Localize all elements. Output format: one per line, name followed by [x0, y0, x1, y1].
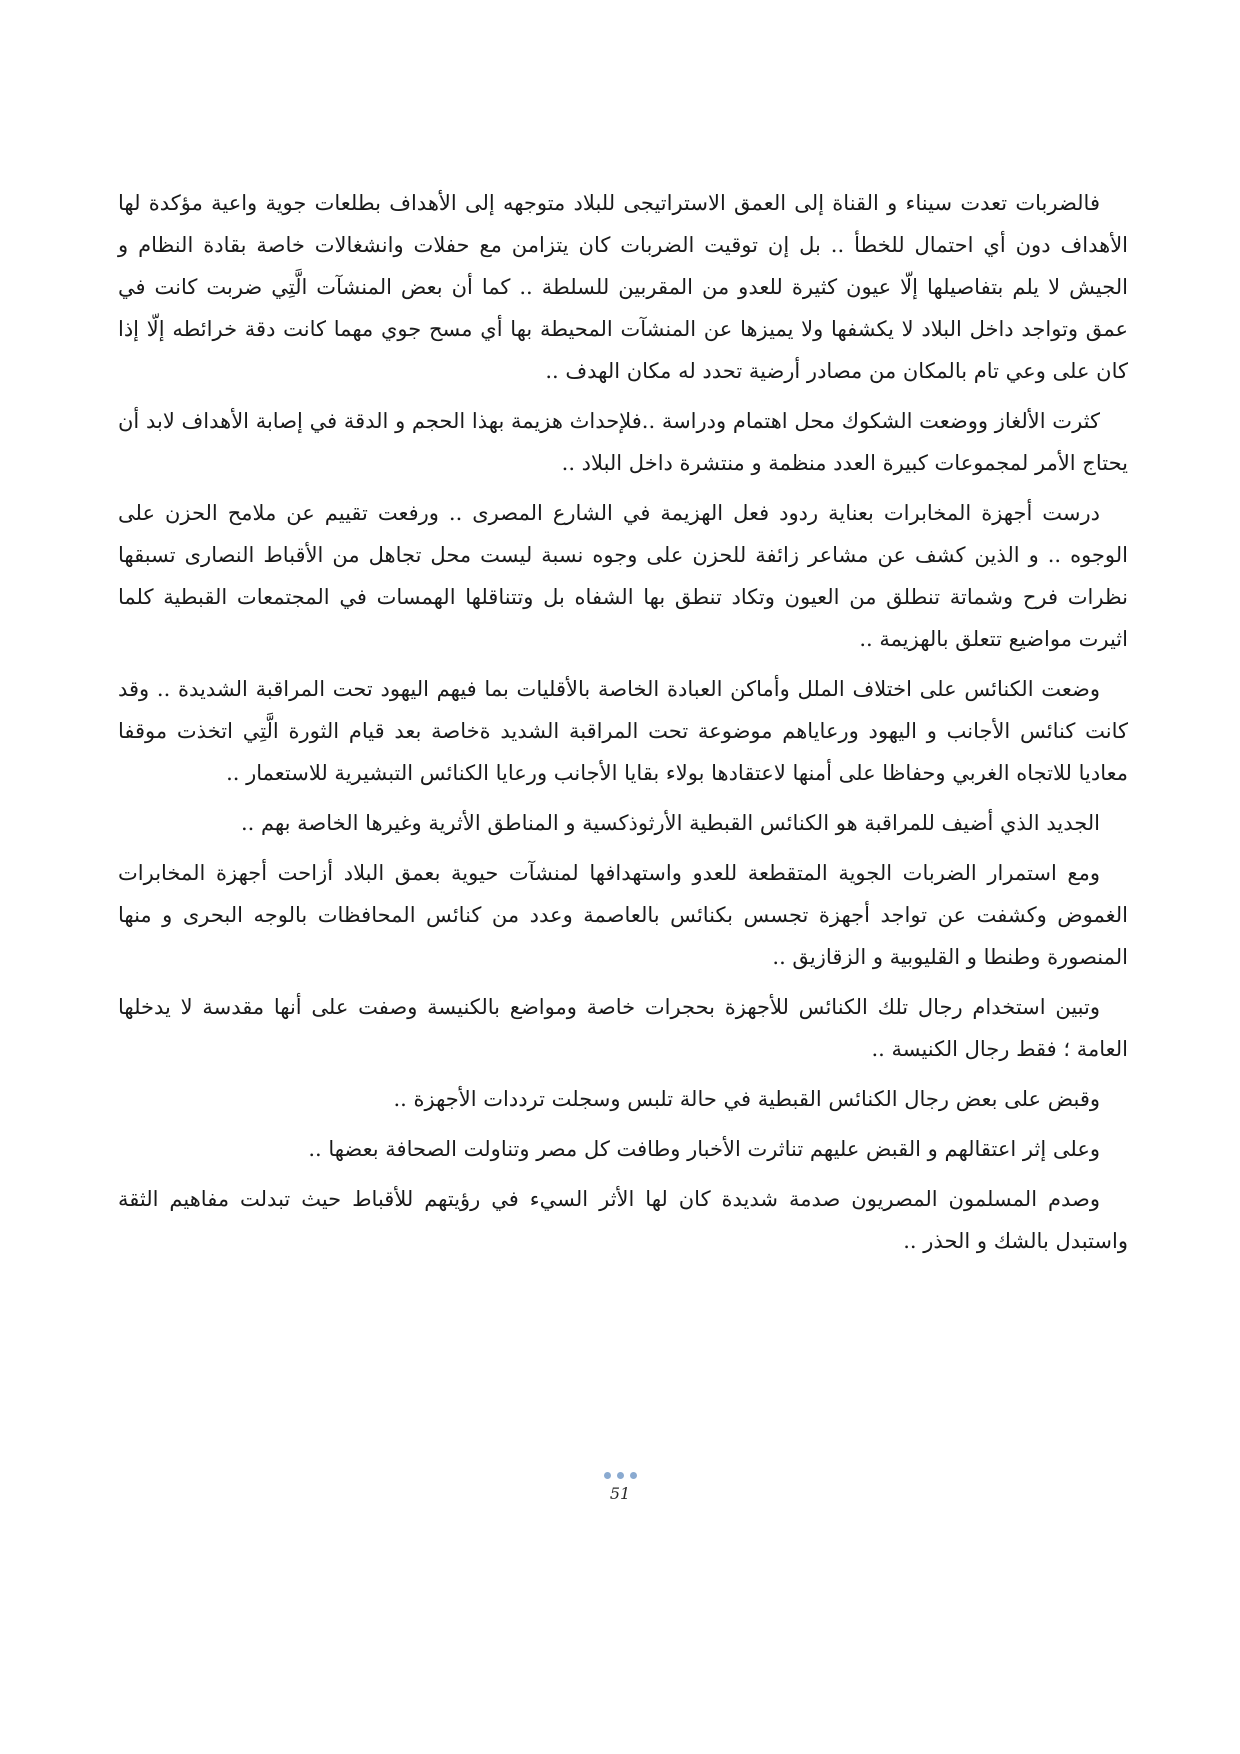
paragraph-5: الجديد الذي أضيف للمراقبة هو الكنائس القبطية الأرثوذكسية و المناطق الأثرية وغيرها الخاصة بهم .. — [240, 811, 1100, 835]
page-footer — [0, 1472, 1240, 1503]
paragraph-10: وصدم المسلمون المصريون صدمة شديدة كان لها الأثر السيء في رؤيتهم للأقباط حيث تبدلت مفاهيم الثقة واستبدل بالشك و الحذر .. — [118, 1187, 1128, 1253]
paragraph-9: وعلى إثر اعتقالهم و القبض عليهم تناثرت الأخبار وطافت كل مصر وتناولت الصحافة بعضها .. — [308, 1137, 1100, 1161]
paragraph-6: ومع استمرار الضربات الجوية المتقطعة للعدو واستهدافها لمنشآت حيوية بعمق البلاد أزاحت أجهزة المخابرات الغموض وكشفت عن تواجد أجهزة تجسس بكنائس بالعاصمة وعدد من كنائس المحافظات بالوجه البحرى و منها المنصورة وطنطا و القليوبية و الزقازيق .. — [118, 861, 1128, 969]
paragraph-4: وضعت الكنائس على اختلاف الملل وأماكن العبادة الخاصة بالأقليات بما فيهم اليهود تحت المراقبة الشديدة .. وقد كانت كنائس الأجانب و اليهود ورعاياهم موضوعة تحت المراقبة الشديد ةخاصة بعد قيام الثورة الَّتِي اتخذت موقفا معاديا للاتجاه الغربي وحفاظا على أمنها لاعتقادها بولاء بقايا الأجانب ورعايا الكنائس التبشيرية للاستعمار .. — [118, 677, 1128, 785]
dot-icon — [630, 1472, 637, 1479]
dot-icon — [617, 1472, 624, 1479]
paragraph-8: وقبض على بعض رجال الكنائس القبطية في حالة تلبس وسجلت ترددات الأجهزة .. — [393, 1087, 1100, 1111]
paragraph-1: فالضربات تعدت سيناء و القناة إلى العمق الاستراتيجى للبلاد متوجهه إلى الأهداف بطلعات جوية واعية مؤكدة لها الأهداف دون أي احتمال للخطأ .. بل إن توقيت الضربات كان يتزامن مع حفلات وانشغالات خاصة بقادة النظام و الجيش لا يلم بتفاصيلها إلّا عيون كثيرة للعدو من المقربين للسلطة .. كما أن بعض المنشآت الَّتِي ضربت كانت في عمق وتواجد داخل البلاد لا يكشفها ولا يميزها عن المنشآت المحيطة بها أي مسح جوي مهما كانت دقة خرائطه إلّا إذا كان على وعي تام بالمكان من مصادر أرضية تحدد له مكان الهدف .. — [118, 191, 1128, 383]
document-body — [118, 182, 1128, 1270]
paragraph-7: وتبين استخدام رجال تلك الكنائس للأجهزة بحجرات خاصة ومواضع بالكنيسة وصفت على أنها مقدسة لا يدخلها العامة ؛ فقط رجال الكنيسة .. — [118, 995, 1128, 1061]
page-number: 51 — [609, 1484, 631, 1503]
page-dots-ornament — [0, 1472, 1240, 1482]
paragraph-3: درست أجهزة المخابرات بعناية ردود فعل الهزيمة في الشارع المصرى .. ورفعت تقييم عن ملامح الحزن على الوجوه .. و الذين كشف عن مشاعر زائفة للحزن على وجوه نسبة ليست محل تجاهل من الأقباط النصارى تسبقها نظرات فرح وشماتة تنطلق من العيون وتكاد تنطق بها الشفاه بل وتتناقلها الهمسات في المجتمعات القبطية كلما اثيرت مواضيع تتعلق بالهزيمة .. — [118, 501, 1128, 651]
dot-icon — [604, 1472, 611, 1479]
paragraph-2: كثرت الألغاز ووضعت الشكوك محل اهتمام ودراسة ..فلإحداث هزيمة بهذا الحجم و الدقة في إصابة الأهداف لابد أن يحتاج الأمر لمجموعات كبيرة العدد منظمة و منتشرة داخل البلاد .. — [118, 409, 1128, 475]
